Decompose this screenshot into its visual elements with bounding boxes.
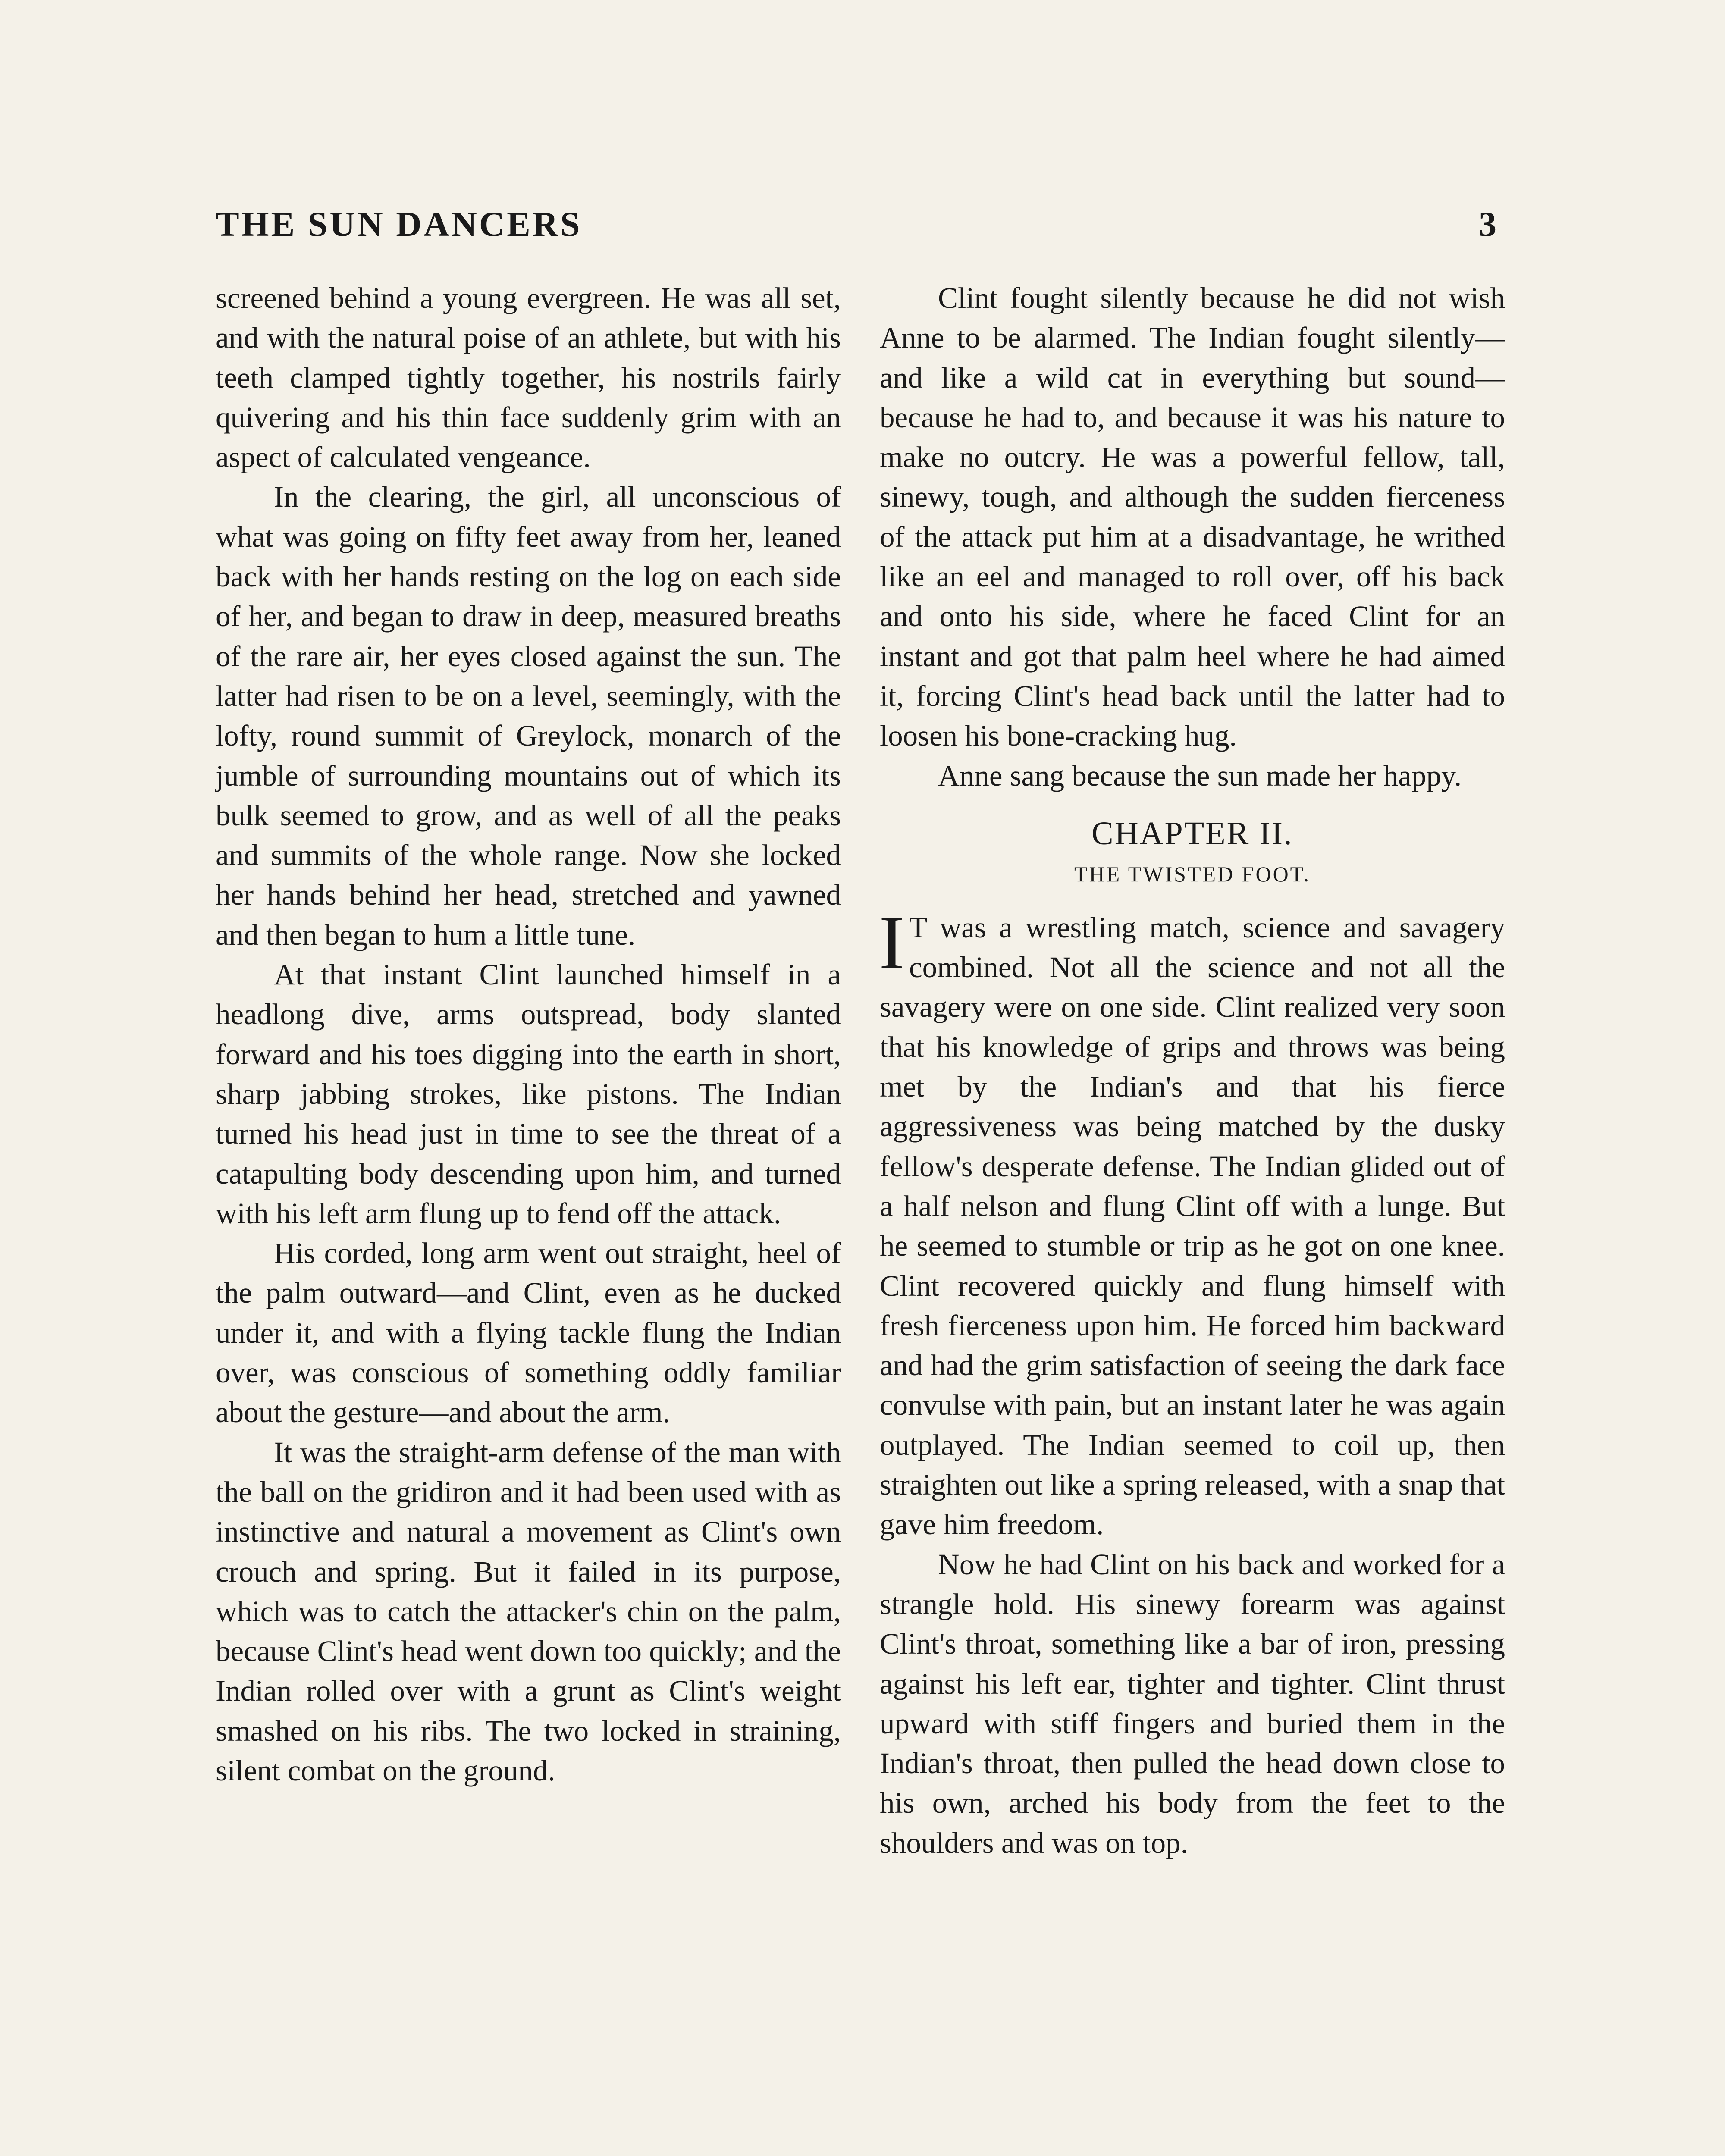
running-title: THE SUN DANCERS [216,204,582,244]
chapter-subtitle: THE TWISTED FOOT. [1074,862,1311,886]
drop-cap: I [879,899,905,985]
paragraph-text: T was a wrestling match, science and savagery combined. Not all the science and not all the savagery were on one side. Clint realized very soon that his knowledge of grips and throws was being met by the Indian's and that his fierce aggressiveness was being matched by the dusky fellow's desperate defense. The Indian glided out of a half nelson and flung Clint off with a lunge. But he seemed to stumble or trip as he got on one knee. Clint recovered quickly and flung himself with fresh fierceness upon him. He forced him backward and had the grim satisfaction of seeing the dark face convulse with pain, but an instant later he was again outplayed. The Indian seemed to coil up, then straighten out like a spring released, with a snap that gave him freedom. [880,911,1505,1541]
paragraph: In the clearing, the girl, all unconscious of what was going on fifty feet away from her, leaned back with her hands resting on the log on each side of her, and began to draw in deep, measured breaths of the rare air, her eyes closed against the sun. The latter had risen to be on a level, seemingly, with the lofty, round summit of Greylock, monarch of the jumble of surrounding mountains out of which its bulk seemed to grow, and as well of all the peaks and summits of the whole range. Now she locked her hands behind her head, stretched and yawned and then began to hum a little tune. [216,480,841,951]
paragraph: Now he had Clint on his back and worked for a strangle hold. His sinewy forearm was against Clint's throat, something like a bar of iron, pressing against his left ear, tighter and tighter. Clint thrust upward with stiff fingers and buried them in the Indian's throat, then pulled the head down close to his own, arched his body from the feet to the shoulders and was on top. [880,1548,1505,1859]
chapter-opening-paragraph [879,899,1505,1545]
paragraph: Clint fought silently because he did not wish Anne to be alarmed. The Indian fought silently—and like a wild cat in everything but sound—because he had to, and because it was his nature to make no outcry. He was a powerful fellow, tall, sinewy, tough, and although the sudden fierceness of the attack put him at a disadvantage, he writhed like an eel and managed to roll over, off his back and onto his side, where he faced Clint for an instant and got that palm heel where he had aimed it, forcing Clint's head back until the latter had to loosen his bone-cracking hug. [880,282,1505,752]
paragraph: It was the straight-arm defense of the man with the ball on the gridiron and it had been used with as instinctive and natural a movement as Clint's own crouch and spring. But it failed in its purpose, which was to catch the attacker's chin on the palm, because Clint's head went down too quickly; and the Indian rolled over with a grunt as Clint's weight smashed on his ribs. The two locked in straining, silent combat on the ground. [216,1435,841,1787]
right-text-column [880,278,1505,1863]
paragraph: At that instant Clint launched himself in a headlong dive, arms outspread, body slanted forward and his toes digging into the earth in short, sharp jabbing strokes, like pistons. The Indian turned his head just in time to see the threat of a catapulting body descending upon him, and turned with his left arm flung up to fend off the attack. [216,958,841,1230]
paragraph: screened behind a young evergreen. He was all set, and with the natural poise of an athlete, but with his teeth clamped tightly together, his nostrils fairly quivering and his thin face suddenly grim with an aspect of calculated vengeance. [216,282,841,474]
left-text-column [216,278,841,1790]
chapter-title: CHAPTER II. [1091,815,1293,852]
paragraph: Anne sang because the sun made her happy. [938,759,1462,792]
paragraph: His corded, long arm went out straight, heel of the palm outward—and Clint, even as he ducked under it, and with a flying tackle flung the Indian over, was conscious of something oddly familiar about the gesture—and about the arm. [216,1237,841,1429]
page-number: 3 [1479,204,1496,244]
page-header [216,201,1496,248]
